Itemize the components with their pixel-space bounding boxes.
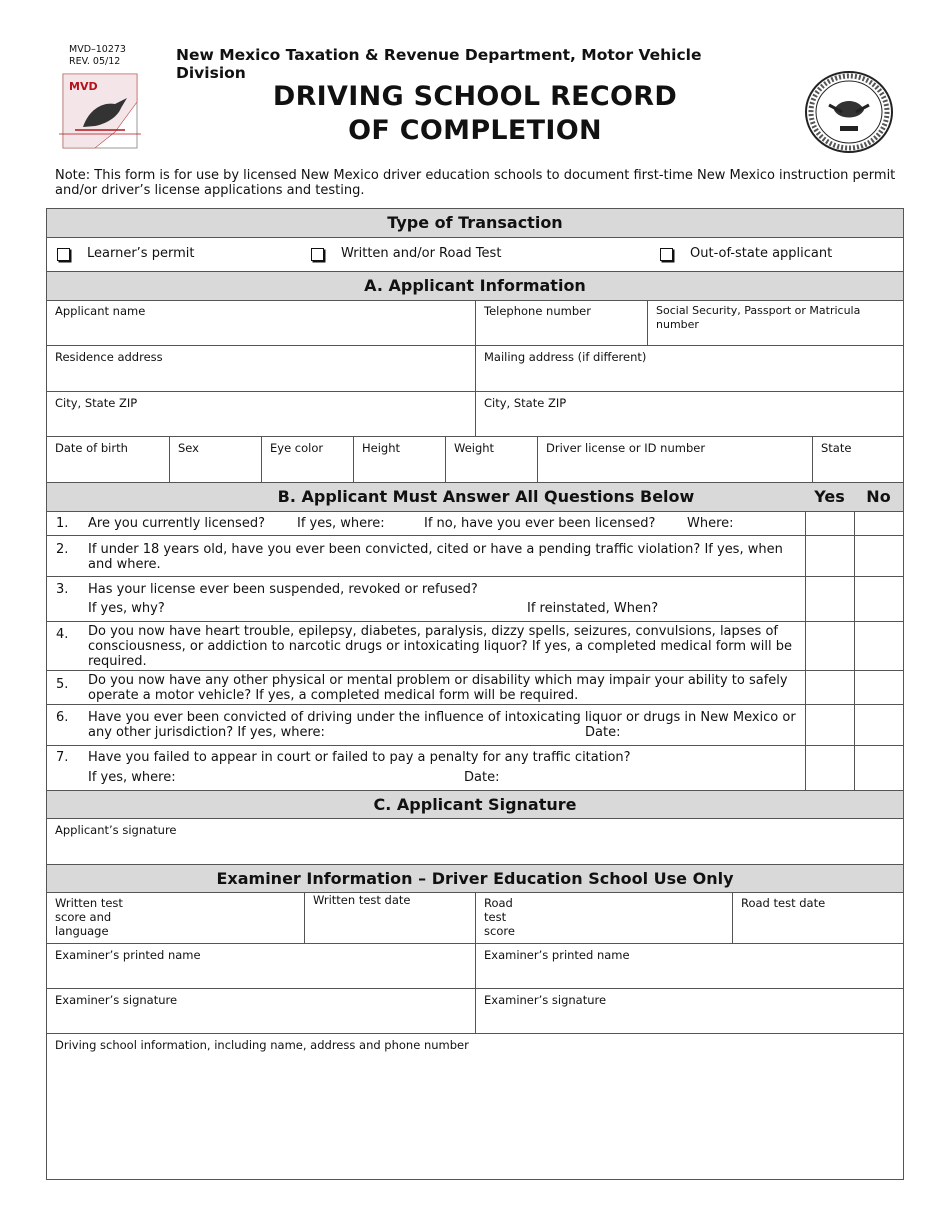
residence-city-field[interactable]: City, State ZIP [47, 391, 475, 436]
row-divider [47, 704, 903, 705]
mailing-city-field[interactable]: City, State ZIP [475, 391, 903, 436]
height-field[interactable]: Height [353, 436, 445, 482]
q4-no-cell[interactable] [855, 622, 903, 670]
q7-date: Date: [464, 770, 500, 785]
examiner-printed-name-2[interactable]: Examiner’s printed name [475, 943, 903, 988]
q3-yes-cell[interactable] [806, 577, 854, 621]
q3-why: If yes, why? [88, 601, 165, 616]
q3-number: 3. [56, 582, 69, 597]
q2-text: If under 18 years old, have you ever been convicted, cited or have a pending traffic violation? If yes, when and where. [88, 542, 783, 572]
telephone-field[interactable]: Telephone number [475, 300, 647, 345]
agency-name: New Mexico Taxation & Revenue Department, Motor Vehicle Division [176, 46, 702, 82]
form-note: Note: This form is for use by licensed New Mexico driver education schools to document first-time New Mexico instruction permit and/or driver’s license applications and testing. [55, 168, 896, 198]
row-divider [47, 535, 903, 536]
driving-school-info-field[interactable]: Driving school information, including name, address and phone number [47, 1033, 903, 1180]
examiner-printed-name-1[interactable]: Examiner’s printed name [47, 943, 475, 988]
mvd-logo-text: MVD [69, 80, 98, 93]
q3-no-cell[interactable] [855, 577, 903, 621]
mailing-address-field[interactable]: Mailing address (if different) [475, 345, 903, 391]
transaction-heading: Type of Transaction [47, 208, 903, 238]
weight-field[interactable]: Weight [445, 436, 537, 482]
q3-when: If reinstated, When? [527, 601, 659, 616]
q1-ever-licensed: If no, have you ever been licensed? [424, 516, 656, 531]
yes-column-header: Yes [814, 487, 845, 506]
state-seal [804, 70, 894, 154]
road-test-score-field[interactable]: Road test score [475, 893, 732, 943]
q1-where: If yes, where: [297, 516, 385, 531]
q4-yes-cell[interactable] [806, 622, 854, 670]
q1-no-cell[interactable] [855, 513, 903, 535]
written-test-date-field[interactable]: Written test date [304, 893, 475, 943]
q6-number: 6. [56, 710, 69, 725]
examiner-signature-1[interactable]: Examiner’s signature [47, 988, 475, 1033]
q4-text: Do you now have heart trouble, epilepsy, diabetes, paralysis, dizzy spells, seizures, convulsions, lapses of consciousness, or addiction to narcotic drugs or intoxicating liquor? If yes, a completed medical form will be required. [88, 624, 792, 669]
q5-yes-cell[interactable] [806, 671, 854, 704]
road-test-date-field[interactable]: Road test date [732, 893, 903, 943]
q5-number: 5. [56, 677, 69, 692]
q1-yes-cell[interactable] [806, 513, 854, 535]
q7-where: If yes, where: [88, 770, 176, 785]
out-of-state-checkbox[interactable] [660, 248, 673, 261]
q2-number: 2. [56, 542, 69, 557]
q7-yes-cell[interactable] [806, 746, 854, 790]
row-divider [47, 670, 903, 671]
driver-license-field[interactable]: Driver license or ID number [537, 436, 812, 482]
written-road-test-checkbox[interactable] [311, 248, 324, 261]
eye-color-field[interactable]: Eye color [261, 436, 353, 482]
title-line-2: OF COMPLETION [348, 115, 602, 146]
written-road-test-label: Written and/or Road Test [341, 246, 502, 261]
q1-text: Are you currently licensed? [88, 516, 265, 531]
examiner-signature-2[interactable]: Examiner’s signature [475, 988, 903, 1033]
mvd-logo [55, 72, 141, 152]
q6-yes-cell[interactable] [806, 705, 854, 745]
out-of-state-label: Out-of-state applicant [690, 246, 833, 261]
section-a-heading: A. Applicant Information [47, 271, 903, 301]
applicant-name-field[interactable]: Applicant name [55, 304, 146, 318]
q5-no-cell[interactable] [855, 671, 903, 704]
examiner-heading: Examiner Information – Driver Education School Use Only [47, 864, 903, 893]
dob-field[interactable]: Date of birth [47, 436, 169, 482]
form-code [69, 44, 126, 68]
section-b-heading: B. Applicant Must Answer All Questions Below [277, 487, 695, 506]
section-c-heading: C. Applicant Signature [47, 790, 903, 819]
form-number: MVD–10273 [69, 44, 126, 55]
q3-text: Has your license ever been suspended, revoked or refused? [88, 582, 478, 597]
row-divider [47, 745, 903, 746]
form-revision: REV. 05/12 [69, 56, 121, 67]
q2-yes-cell[interactable] [806, 536, 854, 576]
applicant-signature-field[interactable]: Applicant’s signature [55, 823, 177, 837]
q7-number: 7. [56, 750, 69, 765]
sex-field[interactable]: Sex [169, 436, 261, 482]
q2-no-cell[interactable] [855, 536, 903, 576]
q4-number: 4. [56, 627, 69, 642]
residence-address-field[interactable]: Residence address [47, 345, 475, 391]
ssn-field[interactable]: Social Security, Passport or Matricula number [647, 300, 903, 345]
state-field[interactable]: State [812, 436, 903, 482]
row-divider [47, 621, 903, 622]
q6-date: Date: [585, 725, 621, 740]
q1-number: 1. [56, 516, 69, 531]
written-test-score-field[interactable]: Written test score and language [55, 896, 123, 938]
q6-text: Have you ever been convicted of driving under the influence of intoxicating liquor or drugs in New Mexico or any other jurisdiction? If yes, where: [88, 710, 796, 740]
page-title [240, 80, 710, 148]
q7-text: Have you failed to appear in court or failed to pay a penalty for any traffic citation? [88, 750, 631, 765]
q7-no-cell[interactable] [855, 746, 903, 790]
q6-no-cell[interactable] [855, 705, 903, 745]
q1-where-2: Where: [687, 516, 734, 531]
learners-permit-label: Learner’s permit [87, 246, 195, 261]
q5-text: Do you now have any other physical or mental problem or disability which may impair your ability to safely operate a motor vehicle? If yes, a completed medical form will be required. [88, 673, 788, 703]
no-column-header: No [866, 487, 891, 506]
row-divider [47, 576, 903, 577]
learners-permit-checkbox[interactable] [57, 248, 70, 261]
title-line-1: DRIVING SCHOOL RECORD [272, 81, 678, 112]
